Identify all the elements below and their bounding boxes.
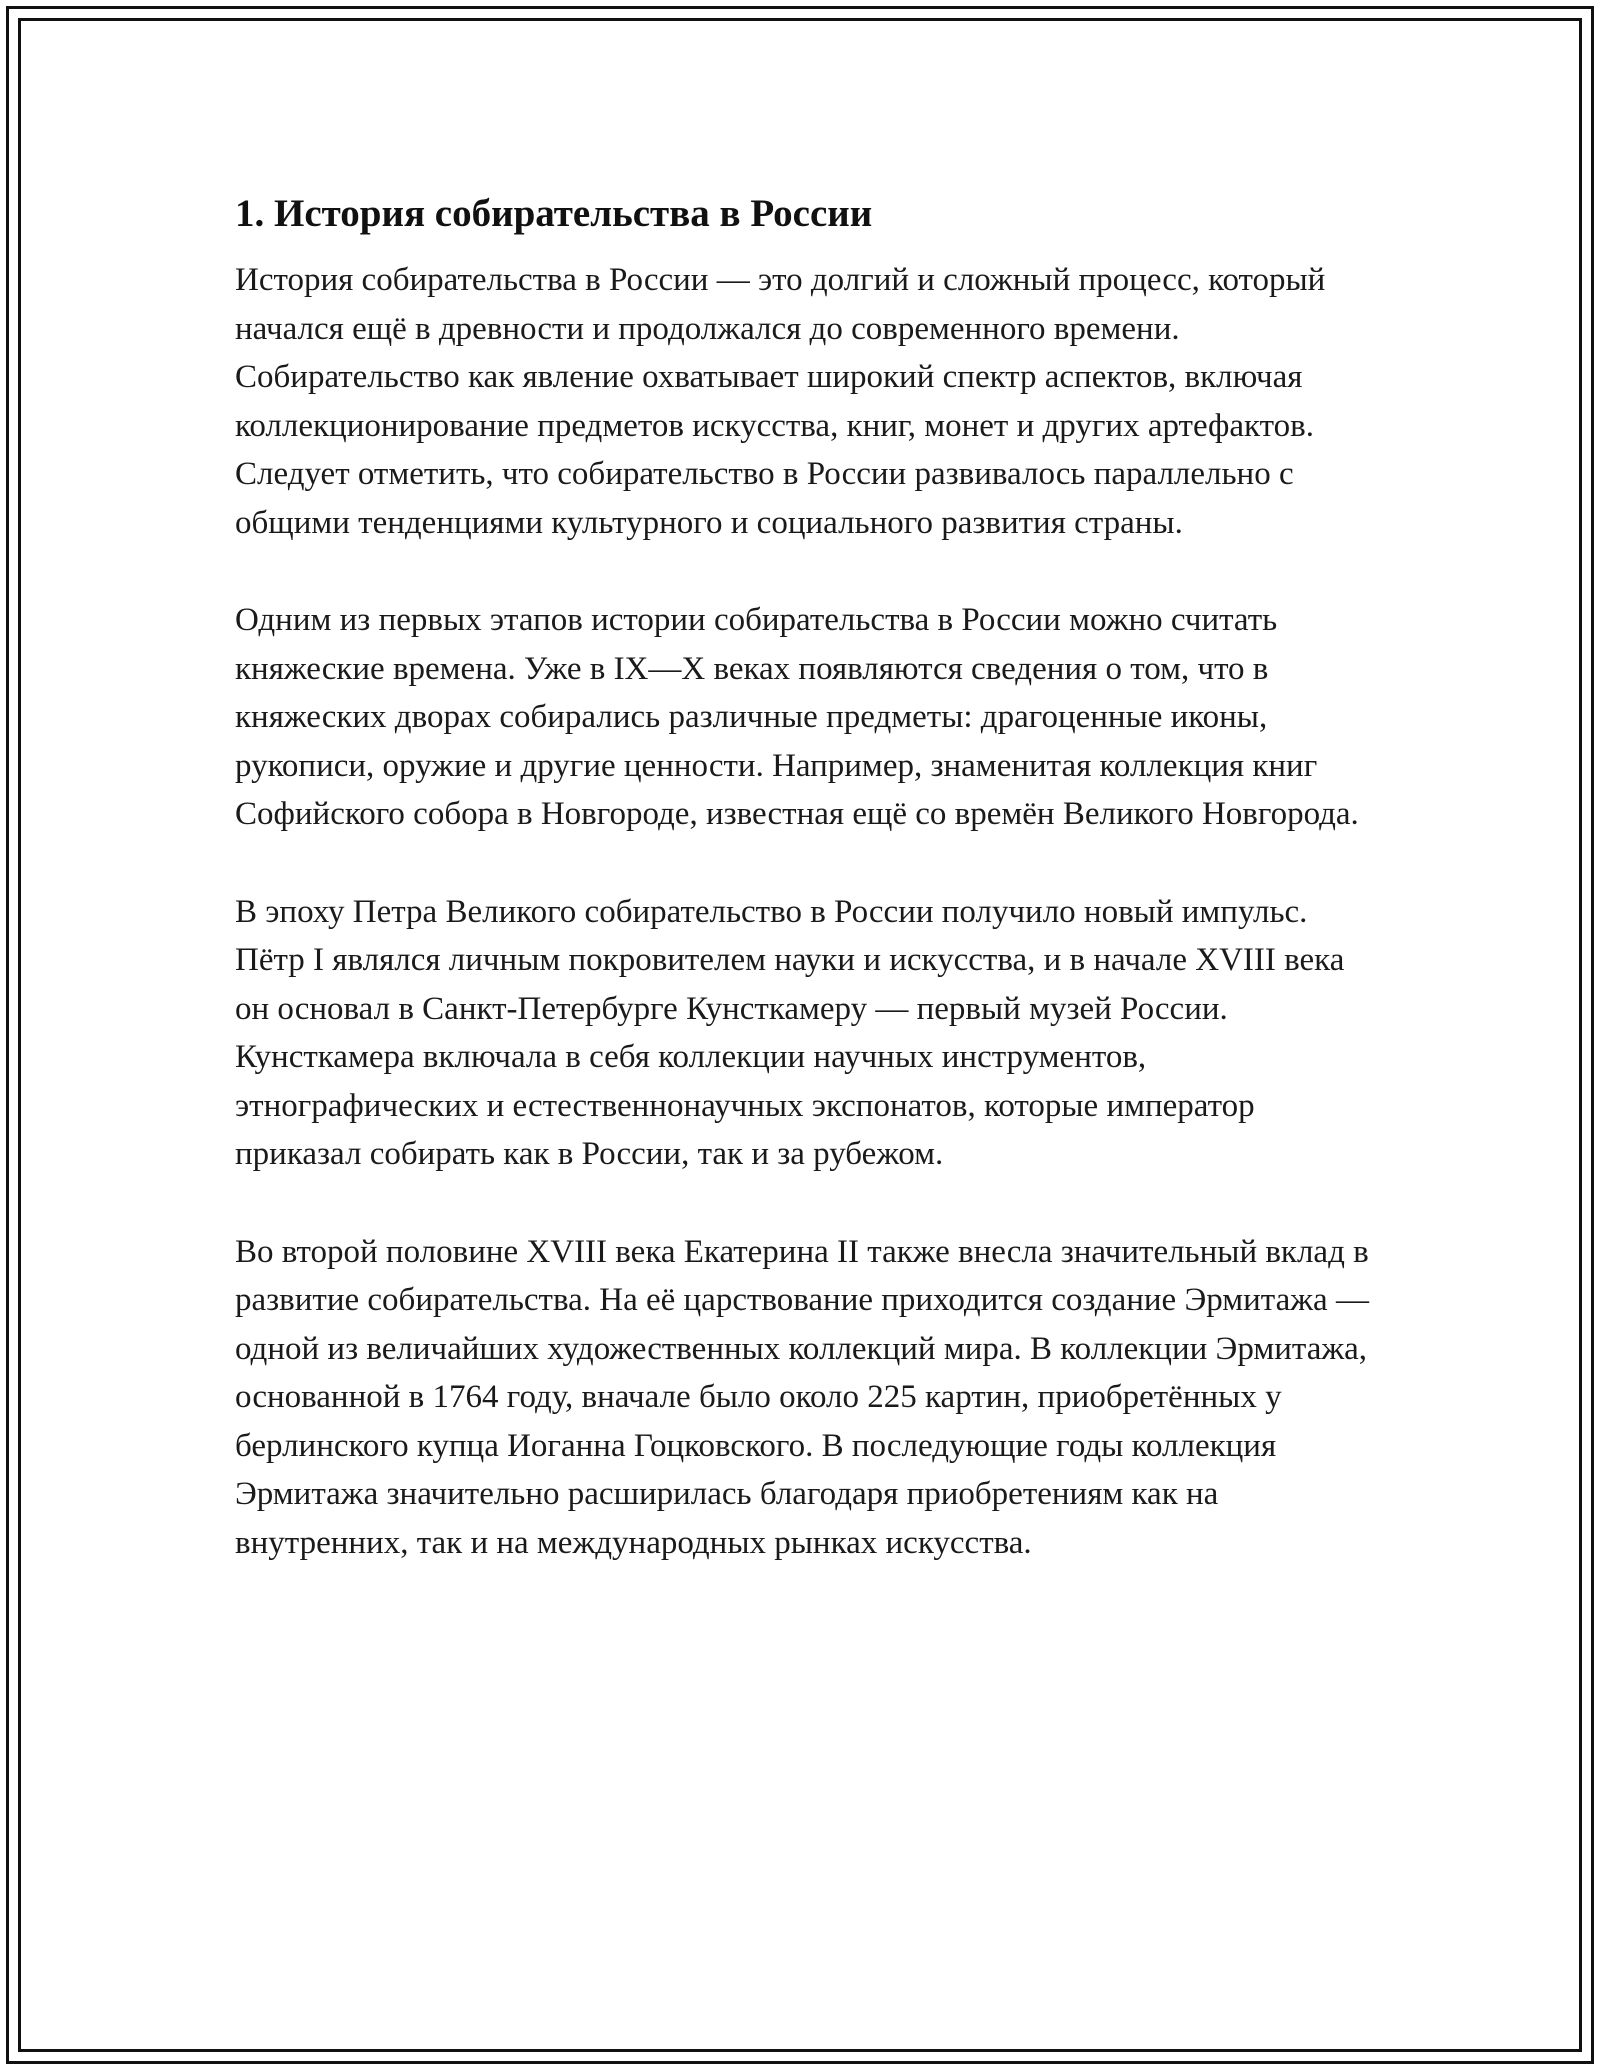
paragraph-4: Во второй половине XVIII века Екатерина II также внесла значительный вклад в развитие собирательства. На её царствование приходится создание Эрмитажа — одной из величайших художественных коллекций мира. В коллекции Эрмитажа, основанной в 1764 году, вначале было около 225 картин, приобретённых у берлинского купца Иоганна Гоцковского. В последующие годы коллекция Эрмитажа значительно расширилась благодаря приобретениям как на внутренних, так и на международных рынках искусства. bbox=[235, 1233, 1369, 1561]
section-heading: 1. История собирательства в России bbox=[235, 192, 873, 235]
paragraph-3: В эпоху Петра Великого собирательство в России получило новый импульс. Пётр I являлся личным покровителем науки и искусства, и в начале XVIII века он основал в Санкт-Петербурге Кунсткамеру — первый музей России. Кунсткамера включала в себя коллекции научных инструментов, этнографических и естественнонаучных экспонатов, которые император приказал собирать как в России, так и за рубежом. bbox=[235, 893, 1345, 1172]
paragraph-1: История собирательства в России — это долгий и сложный процесс, который начался ещё в древности и продолжался до современного времени. Собирательство как явление охватывает широкий спектр аспектов, включая коллекционирование предметов искусства, книг, монет и других артефактов. Следует отметить, что собирательство в России развивалось параллельно с общими тенденциями культурного и социального развития страны. bbox=[235, 262, 1326, 541]
section-body bbox=[235, 256, 1375, 1567]
document-content bbox=[235, 188, 1375, 1616]
paragraph-2: Одним из первых этапов истории собирательства в России можно считать княжеские времена. Уже в IX—X веках появляются сведения о том, что в княжеских дворах собирались различные предметы: драгоценные иконы, рукописи, оружие и другие ценности. Например, знаменитая коллекция книг Софийского собора в Новгороде, известная ещё со времён Великого Новгорода. bbox=[235, 602, 1359, 832]
